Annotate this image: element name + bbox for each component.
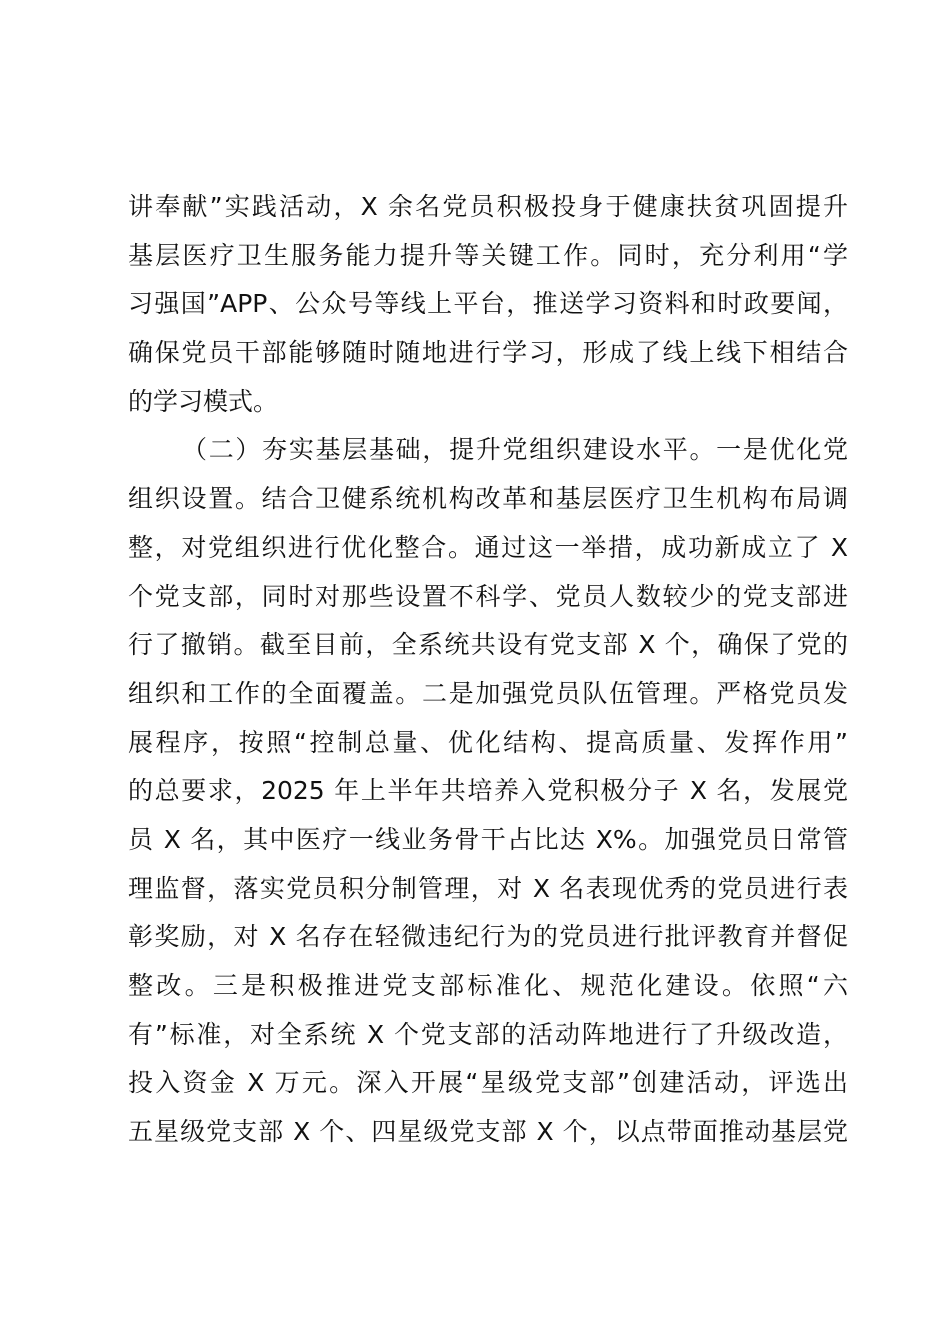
text-line: 基层医疗卫生服务能力提升等关键工作。同时，充分利用“学 (128, 240, 848, 270)
text-line: 员 X 名，其中医疗一线业务骨干占比达 X%。加强党员日常管 (128, 824, 848, 854)
text-line: 理监督，落实党员积分制管理，对 X 名表现优秀的党员进行表 (128, 873, 848, 903)
text-line: 展程序，按照“控制总量、优化结构、提高质量、发挥作用” (128, 727, 848, 757)
document-body (128, 183, 848, 1157)
text-line: 整改。三是积极推进党支部标准化、规范化建设。依照“六 (128, 971, 848, 1000)
text-line: 行了撤销。截至目前，全系统共设有党支部 X 个，确保了党的 (128, 630, 848, 660)
text-line: 确保党员干部能够随时随地进行学习，形成了线上线下相结合 (128, 338, 848, 368)
section-heading-line: （二）夯实基层基础，提升党组织建设水平。一是优化党 (182, 435, 848, 465)
text-line: 组织和工作的全面覆盖。二是加强党员队伍管理。严格党员发 (128, 678, 848, 708)
text-line: 个党支部，同时对那些设置不科学、党员人数较少的党支部进 (128, 581, 848, 611)
text-line: 讲奉献”实践活动，X 余名党员积极投身于健康扶贫巩固提升 (128, 192, 848, 221)
text-line: 整，对党组织进行优化整合。通过这一举措，成功新成立了 X (128, 532, 848, 562)
text-line: 五星级党支部 X 个、四星级党支部 X 个，以点带面推动基层党 (128, 1117, 848, 1147)
text-line: 彰奖励，对 X 名存在轻微违纪行为的党员进行批评教育并督促 (128, 922, 848, 952)
text-line: 投入资金 X 万元。深入开展“星级党支部”创建活动，评选出 (128, 1068, 848, 1098)
text-line: 的总要求，2025 年上半年共培养入党积极分子 X 名，发展党 (128, 776, 848, 806)
text-line: 习强国”APP、公众号等线上平台，推送学习资料和时政要闻， (128, 289, 848, 319)
text-line: 有”标准，对全系统 X 个党支部的活动阵地进行了升级改造， (128, 1019, 848, 1049)
text-line: 组织设置。结合卫健系统机构改革和基层医疗卫生机构布局调 (128, 484, 848, 514)
text-line: 的学习模式。 (128, 386, 279, 416)
